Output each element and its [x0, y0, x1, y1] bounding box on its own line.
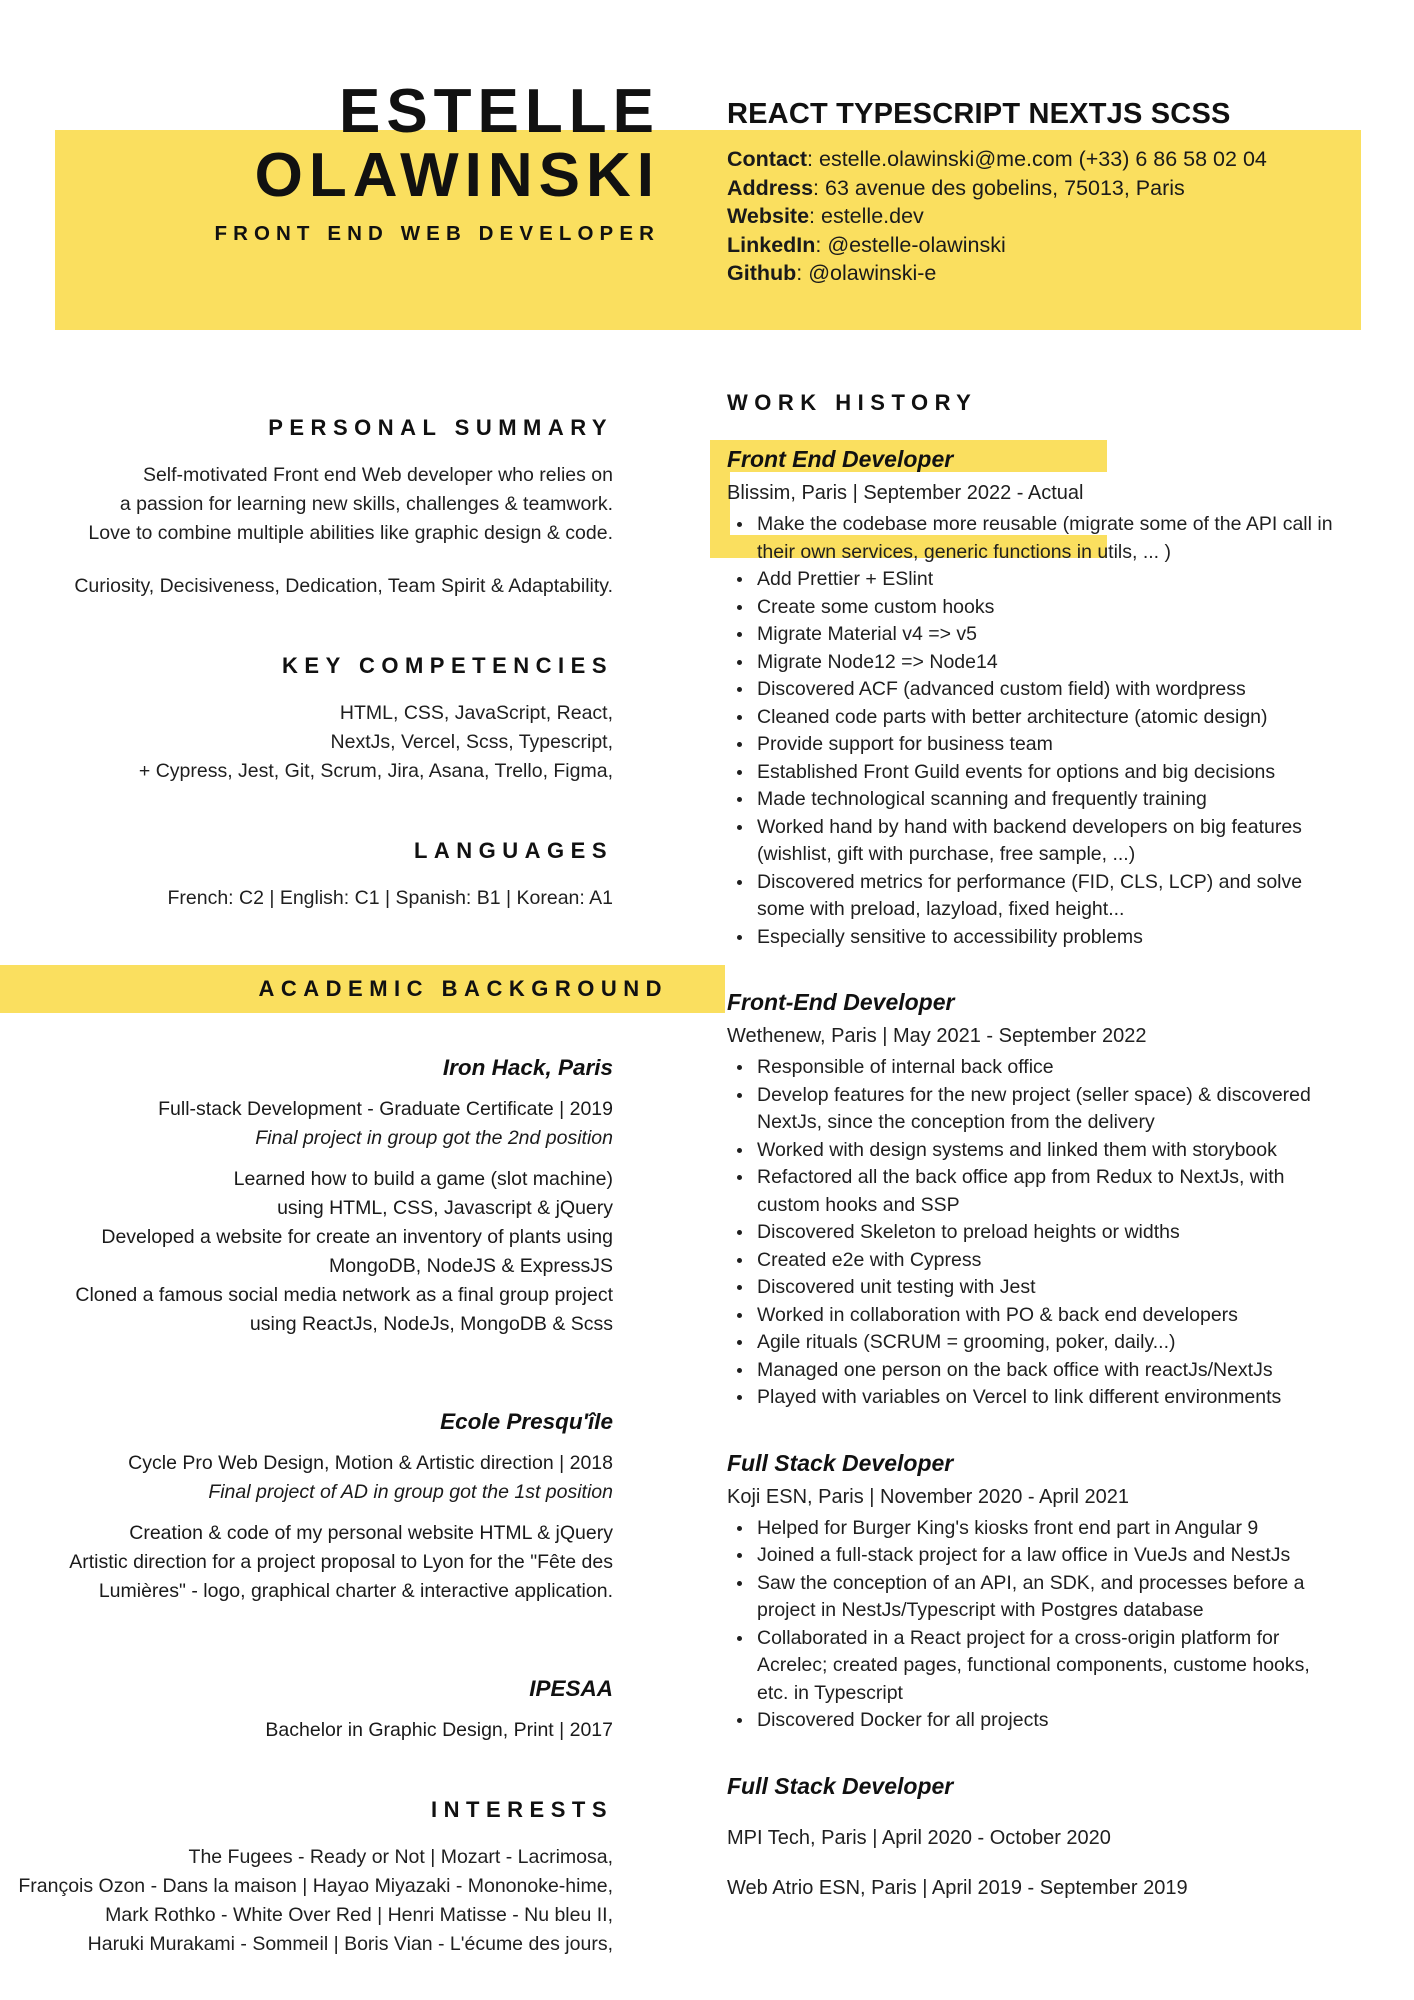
section-heading-interests: INTERESTS	[431, 1797, 613, 1822]
job-entry	[727, 1450, 1337, 1735]
education-detail: Learned how to build a game (slot machine)	[233, 1168, 613, 1190]
languages-body	[0, 884, 670, 913]
spacer	[0, 1081, 670, 1095]
education-entry	[0, 1676, 670, 1745]
summary-traits: Curiosity, Decisiveness, Dedication, Team Spirit & Adaptability.	[74, 575, 613, 597]
spacer	[0, 1339, 670, 1409]
job-bullet: Especially sensitive to accessibility problems	[727, 924, 1337, 952]
interests-body	[0, 1843, 670, 1959]
education-degree: Cycle Pro Web Design, Motion & Artistic direction | 2018	[128, 1452, 613, 1474]
job-bullet-list	[727, 511, 1337, 951]
contact-row-linkedin	[727, 231, 1347, 260]
spacer	[727, 1412, 1337, 1450]
contact-value-contact: estelle.olawinski@me.com (+33) 6 86 58 02 04	[818, 147, 1267, 171]
job-bullet: Discovered metrics for performance (FID, CLS, LCP) and solve some with preload, lazyload, fixed height...	[727, 869, 1337, 924]
job-bullet: Agile rituals (SCRUM = grooming, poker, daily...)	[727, 1329, 1337, 1357]
job-bullet: Discovered Skeleton to preload heights or widths	[727, 1219, 1337, 1247]
first-name: ESTELLE	[338, 77, 660, 146]
job-bullet: Develop features for the new project (seller space) & discovered NextJs, since the conception from the delivery	[727, 1082, 1337, 1137]
spacer	[0, 786, 670, 838]
education-detail: MongoDB, NodeJS & ExpressJS	[329, 1255, 613, 1277]
spacer	[0, 864, 670, 884]
job-bullet: Provide support for business team	[727, 731, 1337, 759]
spacer	[0, 1021, 670, 1055]
contact-label-github: Github	[727, 261, 797, 285]
spacer	[0, 1606, 670, 1676]
education-school-name: Iron Hack, Paris	[442, 1055, 613, 1080]
interest-line: Mark Rothko - White Over Red | Henri Matisse - Nu bleu II,	[105, 1904, 613, 1926]
contact-sep: :	[809, 204, 821, 228]
education-detail: Lumières" - logo, graphical charter & interactive application.	[98, 1580, 613, 1602]
contact-value-address: 63 avenue des gobelins, 75013, Paris	[825, 175, 1185, 200]
summary-line-1: Self-motivated Front end Web developer who relies on	[142, 464, 613, 486]
education-degree: Bachelor in Graphic Design, Print | 2017	[265, 1719, 613, 1741]
section-heading-key-competencies: KEY COMPETENCIES	[282, 653, 613, 678]
job-bullet: Migrate Material v4 => v5	[727, 621, 1337, 649]
job-meta: Koji ESN, Paris | November 2020 - April 2021	[727, 1485, 1130, 1508]
education-school-name: IPESAA	[529, 1676, 613, 1701]
education-detail: Cloned a famous social media network as a final group project	[75, 1284, 613, 1306]
contact-value-github[interactable]: @olawinski-e	[808, 261, 937, 285]
education-detail: using ReactJs, NodeJs, MongoDB & Scss	[249, 1313, 613, 1335]
left-column	[0, 415, 670, 1959]
name-block	[100, 77, 660, 246]
right-column	[727, 390, 1337, 1906]
job-bullet: Helped for Burger King's kiosks front end part in Angular 9	[727, 1515, 1337, 1543]
spacer	[727, 1856, 1337, 1874]
spacer	[0, 1153, 670, 1165]
spacer	[0, 1435, 670, 1449]
contact-sep: :	[796, 261, 809, 285]
spacer	[0, 913, 670, 965]
job-bullet: Responsible of internal back office	[727, 1054, 1337, 1082]
contact-sep: :	[807, 147, 819, 171]
spacer	[0, 1745, 670, 1797]
education-detail: using HTML, CSS, Javascript & jQuery	[277, 1197, 613, 1219]
spacer	[727, 1806, 1337, 1824]
key-competencies-body	[0, 699, 670, 786]
contact-row-contact	[727, 145, 1347, 174]
tech-stack-line: REACT TYPESCRIPT NEXTJS SCSS	[727, 98, 1231, 130]
job-bullet-list	[727, 1054, 1337, 1412]
job-bullet: Discovered ACF (advanced custom field) with wordpress	[727, 676, 1337, 704]
contact-block	[727, 98, 1347, 288]
job-bullet-list	[727, 1515, 1337, 1735]
job-bullet: Migrate Node12 => Node14	[727, 649, 1337, 677]
job-bullet: Made technological scanning and frequently training	[727, 786, 1337, 814]
competencies-line-1: HTML, CSS, JavaScript, React,	[339, 702, 613, 724]
education-degree: Full-stack Development - Graduate Certificate | 2019	[158, 1098, 613, 1120]
job-bullet: Worked in collaboration with PO & back end developers	[727, 1302, 1337, 1330]
job-bullet: Joined a full-stack project for a law office in VueJs and NestJs	[727, 1542, 1337, 1570]
job-bullet: Worked hand by hand with backend developers on big features (wishlist, gift with purchase, free sample, ...)	[727, 814, 1337, 869]
contact-label-contact: Contact	[727, 147, 808, 171]
job-entry	[727, 1773, 1337, 1902]
contact-row-website	[727, 202, 1347, 231]
job-bullet: Collaborated in a React project for a cross-origin platform for Acrelec; created pages, functional components, custome hooks, etc. in Typescript	[727, 1625, 1337, 1708]
education-entry	[0, 1055, 670, 1339]
spacer	[0, 1507, 670, 1519]
contact-row-address	[727, 174, 1347, 203]
spacer	[0, 441, 670, 461]
education-detail: Developed a website for create an inventory of plants using	[101, 1226, 613, 1248]
spacer	[727, 1735, 1337, 1773]
spacer	[727, 951, 1337, 989]
job-bullet: Refactored all the back office app from Redux to NextJs, with custom hooks and SSP	[727, 1164, 1337, 1219]
job-meta: Wethenew, Paris | May 2021 - September 2022	[727, 1025, 1147, 1047]
spacer	[0, 1823, 670, 1843]
contact-value-website[interactable]: estelle.dev	[821, 204, 924, 228]
contact-label-website: Website	[727, 204, 810, 228]
competencies-line-3: + Cypress, Jest, Git, Scrum, Jira, Asana, Trello, Figma,	[138, 760, 613, 782]
section-heading-academic-background: ACADEMIC BACKGROUND	[0, 965, 725, 1013]
personal-summary-body	[0, 461, 670, 601]
spacer	[0, 548, 613, 572]
job-bullet: Created e2e with Cypress	[727, 1247, 1337, 1275]
interest-line: François Ozon - Dans la maison | Hayao Miyazaki - Mononoke-hime,	[18, 1875, 613, 1897]
job-meta: MPI Tech, Paris | April 2020 - October 2020	[727, 1826, 1111, 1849]
summary-line-2: a passion for learning new skills, challenges & teamwork.	[119, 493, 613, 515]
job-bullet: Saw the conception of an API, an SDK, and processes before a project in NestJs/Typescript with Postgres database	[727, 1570, 1337, 1625]
job-bullet: Discovered unit testing with Jest	[727, 1274, 1337, 1302]
job-role: Front-End Developer	[727, 989, 955, 1015]
job-title: FRONT END WEB DEVELOPER	[214, 222, 660, 245]
job-role: Full Stack Developer	[727, 1772, 954, 1799]
job-bullet: Make the codebase more reusable (migrate some of the API call in their own services, generic functions in utils, ... )	[727, 511, 1337, 566]
contact-sep: :	[815, 232, 828, 257]
job-bullet: Established Front Guild events for options and big decisions	[727, 759, 1337, 787]
section-heading-work-history: WORK HISTORY	[727, 390, 978, 415]
section-heading-personal-summary: PERSONAL SUMMARY	[268, 415, 613, 440]
header	[0, 0, 1414, 345]
education-school-name: Ecole Presqu'île	[440, 1409, 613, 1434]
languages-value: French: C2 | English: C1 | Spanish: B1 | Korean: A1	[167, 887, 613, 909]
spacer	[0, 679, 670, 699]
job-bullet: Cleaned code parts with better architecture (atomic design)	[727, 704, 1337, 732]
education-detail: Artistic direction for a project proposal to Lyon for the "Fête des	[69, 1551, 613, 1573]
contact-label-address: Address	[727, 175, 814, 200]
spacer	[0, 1702, 670, 1716]
interest-line: Haruki Murakami - Sommeil | Boris Vian - L'écume des jours,	[87, 1933, 613, 1955]
contact-value-linkedin[interactable]: @estelle-olawinski	[827, 232, 1006, 257]
job-entry	[727, 446, 1337, 951]
interest-line: The Fugees - Ready or Not | Mozart - Lacrimosa,	[188, 1846, 613, 1868]
contact-label-linkedin: LinkedIn	[727, 232, 816, 257]
education-entry	[0, 1409, 670, 1606]
contact-sep: :	[813, 175, 825, 200]
job-bullet: Create some custom hooks	[727, 594, 1337, 622]
job-entry	[727, 989, 1337, 1412]
job-bullet: Discovered Docker for all projects	[727, 1707, 1337, 1735]
education-note: Final project of AD in group got the 1st position	[208, 1481, 613, 1503]
section-heading-languages: LANGUAGES	[413, 838, 613, 863]
summary-line-3: Love to combine multiple abilities like graphic design & code.	[88, 522, 613, 544]
education-detail: Creation & code of my personal website HTML & jQuery	[129, 1522, 613, 1544]
job-meta: Blissim, Paris | September 2022 - Actual	[727, 482, 1084, 504]
education-note: Final project in group got the 2nd position	[255, 1127, 613, 1149]
job-bullet: Add Prettier + ESlint	[727, 566, 1337, 594]
job-role: Full Stack Developer	[727, 1449, 954, 1476]
job-bullet: Managed one person on the back office with reactJs/NextJs	[727, 1357, 1337, 1385]
contact-row-github	[727, 259, 1347, 288]
job-role: Front End Developer	[727, 446, 954, 472]
job-meta-secondary: Web Atrio ESN, Paris | April 2019 - September 2019	[727, 1876, 1188, 1899]
competencies-line-2: NextJs, Vercel, Scss, Typescript,	[330, 731, 613, 753]
job-bullet: Played with variables on Vercel to link different environments	[727, 1384, 1337, 1412]
spacer	[0, 601, 670, 653]
last-name: OLAWINSKI	[254, 141, 660, 210]
job-bullet: Worked with design systems and linked them with storybook	[727, 1137, 1337, 1165]
